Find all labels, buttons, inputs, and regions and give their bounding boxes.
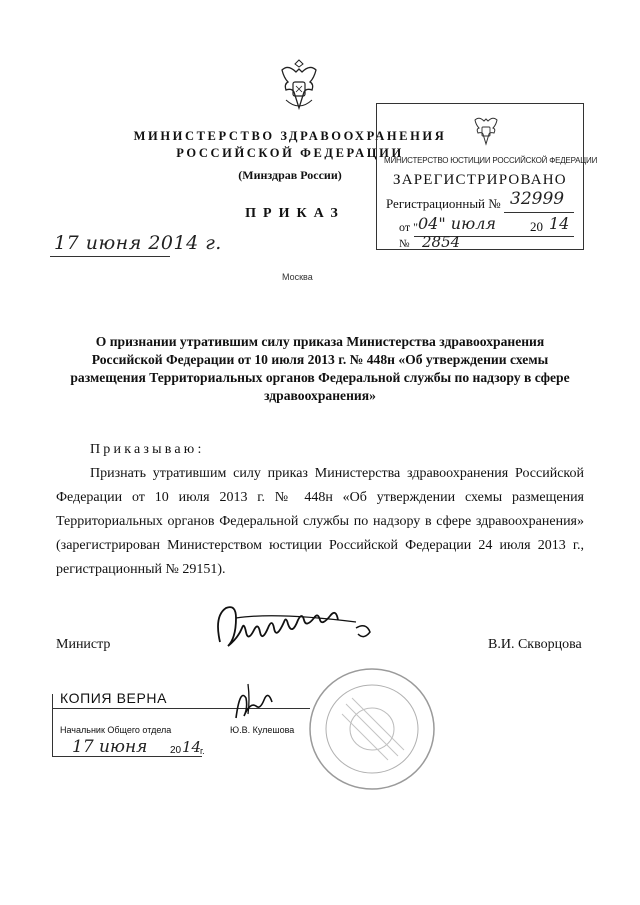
stamp-year-prefix: 20 [530, 219, 543, 234]
stamp-date-value: 04" июля [418, 214, 496, 233]
copy-stamp-signature [230, 678, 280, 724]
ministry-name-line2: РОССИЙСКОЙ ФЕДЕРАЦИИ [176, 146, 404, 160]
stamp-second-number-value: 2854 [422, 233, 461, 251]
minister-signature [206, 598, 382, 660]
date-underline [50, 256, 170, 257]
copy-stamp-date: 17 июня [72, 737, 148, 757]
round-seal [306, 664, 438, 794]
copy-stamp-title: КОПИЯ ВЕРНА [60, 690, 168, 706]
ministry-name-line1: МИНИСТЕРСТВО ЗДРАВООХРАНЕНИЯ [133, 129, 447, 143]
copy-stamp-year-prefix: 20 [170, 745, 182, 756]
copy-stamp-year-suffix: г. [200, 746, 205, 756]
stamp-number-label: Регистрационный № [386, 196, 501, 211]
signatory-position: Министр [56, 637, 111, 652]
stamp-status: ЗАРЕГИСТРИРОВАНО [393, 172, 567, 188]
order-title: ПРИКАЗ [245, 206, 345, 221]
document-heading: О признании утратившим силу приказа Министерства здравоохранения Российской Федерации от 10 июля 2013 г. № 448н «Об утверждении схемы размещения Территориальных органов Федеральной службы по надзору в сфере здравоохранения» [70, 334, 570, 403]
body-paragraph: Признать утратившим силу приказ Министерства здравоохранения Российской Федерации от 10 июля 2013 г. № 448н «Об утверждении схемы размещения Территориальных органов Федеральной службы по надзору в сфере здравоохранения» (зарегистрирован Министерством юстиции Российской Федерации 24 июля 2013 г., регистрационный № 29151). [56, 466, 584, 577]
stamp-second-number-label: № [399, 238, 410, 250]
ministry-short-name: (Минздрав России) [238, 168, 342, 182]
copy-stamp-year-value: 14 [182, 738, 202, 756]
stamp-emblem-icon [470, 112, 502, 148]
stamp-date-label: от " [399, 220, 418, 234]
stamp-ministry: МИНИСТЕРСТВО ЮСТИЦИИ РОССИЙСКОЙ ФЕДЕРАЦИИ [384, 156, 598, 165]
copy-stamp-position: Начальник Общего отдела [60, 725, 172, 735]
signatory-name: В.И. Скворцова [488, 637, 582, 652]
order-word: Приказываю: [90, 442, 205, 457]
coat-of-arms-emblem [272, 56, 326, 116]
copy-stamp-person: Ю.В. Кулешова [230, 725, 295, 735]
handwritten-date: 17 июня 2014 г. [54, 232, 222, 254]
city: Москва [282, 272, 313, 282]
stamp-year-value: 14 [549, 214, 570, 233]
stamp-number-line [504, 212, 574, 213]
stamp-number-value: 32999 [510, 189, 565, 209]
copy-stamp-border-left [52, 694, 53, 756]
